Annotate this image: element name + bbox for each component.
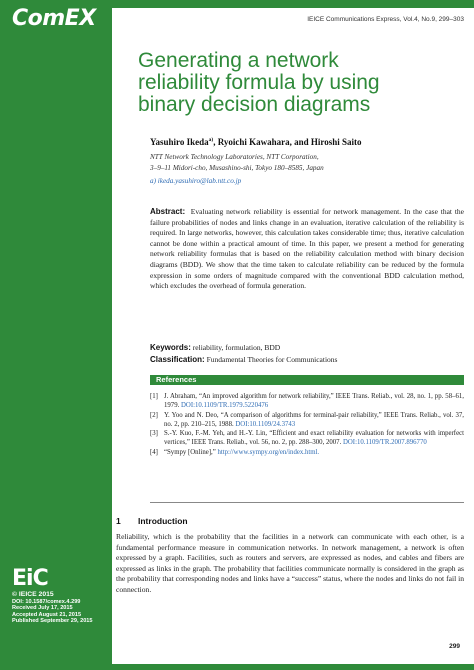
section-heading: 1 Introduction [116,516,188,526]
author-email[interactable]: a) ikeda.yasuhiro@lab.ntt.co.jp [150,177,242,185]
abstract [150,207,464,292]
abstract-label: Abstract: [150,207,186,216]
comex-logo: ComEX [12,6,96,31]
reference-item: [3] S.-Y. Kuo, F.-M. Yeh, and H.-Y. Lin, “Efficient and exact reliability evaluation for networks with imperfect vertices,” IEEE Trans. Reliab., vol. 56, no. 2, pp. 288–300, 2007. DOI:10.1109/TR.2007.896770 [150,430,464,447]
introduction-text: Reliability, which is the probability that the facilities in a network can communicate with each other, is a fundamental performance measure in communication networks. In network management, a network is often expressed by a graph. Facilities, such as routers and servers, are expressed as nodes, and cables and fibers are expressed as links in the graph. The probability that facilities communicate normally is considered in the graph as the probability that corresponding nodes and links have a “success” status, where the nodes and links do not fail in connection. [116,532,464,594]
section-divider [150,502,464,503]
reference-item: [2] Y. Yoo and N. Deo, “A comparison of algorithms for terminal-pair reliability,” IEEE Trans. Reliab., vol. 37, no. 2, pp. 210–215, 1988. DOI:10.1109/24.3743 [150,411,464,428]
reference-url-link[interactable]: http://www.sympy.org/en/index.html. [217,448,320,456]
reference-item: [1] J. Abraham, “An improved algorithm for network reliability,” IEEE Trans. Reliab., vol. 28, no. 1, pp. 58–61, 1979. DOI:10.1109/TR.1979.5220476 [150,393,464,410]
reference-item: [4] “Sympy [Online],” http://www.sympy.org/en/index.html. [150,448,320,456]
journal-info: IEICE Communications Express, Vol.4, No.9, 299–303 [307,16,464,23]
published-date: Published September 29, 2015 [12,618,93,625]
journal-header [112,0,474,36]
title-line: Generating a network [138,49,339,72]
title-line: reliability formula by using [138,71,380,94]
publication-meta [12,592,93,625]
doi: DOI: 10.1587/comex.4.299 [12,598,81,605]
classification: Classification: Fundamental Theories for Communications [150,355,338,364]
reference-doi-link[interactable]: DOI:10.1109/24.3743 [235,420,296,428]
sidebar [0,0,112,670]
reference-doi-link[interactable]: DOI:10.1109/TR.1979.5220476 [181,402,269,410]
paper-title [138,50,458,116]
received-date: Received July 17, 2015 [12,605,73,612]
references-heading-bar [150,375,464,385]
title-line: binary decision diagrams [138,93,371,116]
keywords: Keywords: reliability, formulation, BDD [150,343,281,352]
copyright: © IEICE 2015 [12,591,54,598]
eic-logo: EiC [12,566,48,591]
authors: Yasuhiro Ikeda$^{a)}$, Ryoichi Kawahara, and Hiroshi Saito [150,137,362,147]
accepted-date: Accepted August 21, 2015 [12,611,82,618]
reference-doi-link[interactable]: DOI:10.1109/TR.2007.896770 [342,439,427,447]
references-list [150,392,464,457]
page-number: 299 [449,643,460,650]
affiliation: NTT Network Technology Laboratories, NTT Corporation, 3–9–11 Midori-cho, Musashino-shi, Tokyo 180–8585, Japan [150,153,324,172]
abstract-text: Evaluating network reliability is essential for network management. In the case that the failure probabilities of nodes and links change in an evaluation, iterative calculation of the reliability is required. In large networks, however, this calculation takes considerable time; thus, iterative calculation cannot be done within a practical amount of time. In this paper, we present a method for generating network reliability formulas that is based on the reliability calculation method with binary decision diagrams (BDD). We show that the time taken to calculate reliability can be reduced by the formula expression in some orders of magnitude compared with the conventional BDD calculation method, which excludes the overhead of formula generation. [150,207,464,291]
references-heading: References [156,375,197,384]
footer-bar [112,664,474,670]
